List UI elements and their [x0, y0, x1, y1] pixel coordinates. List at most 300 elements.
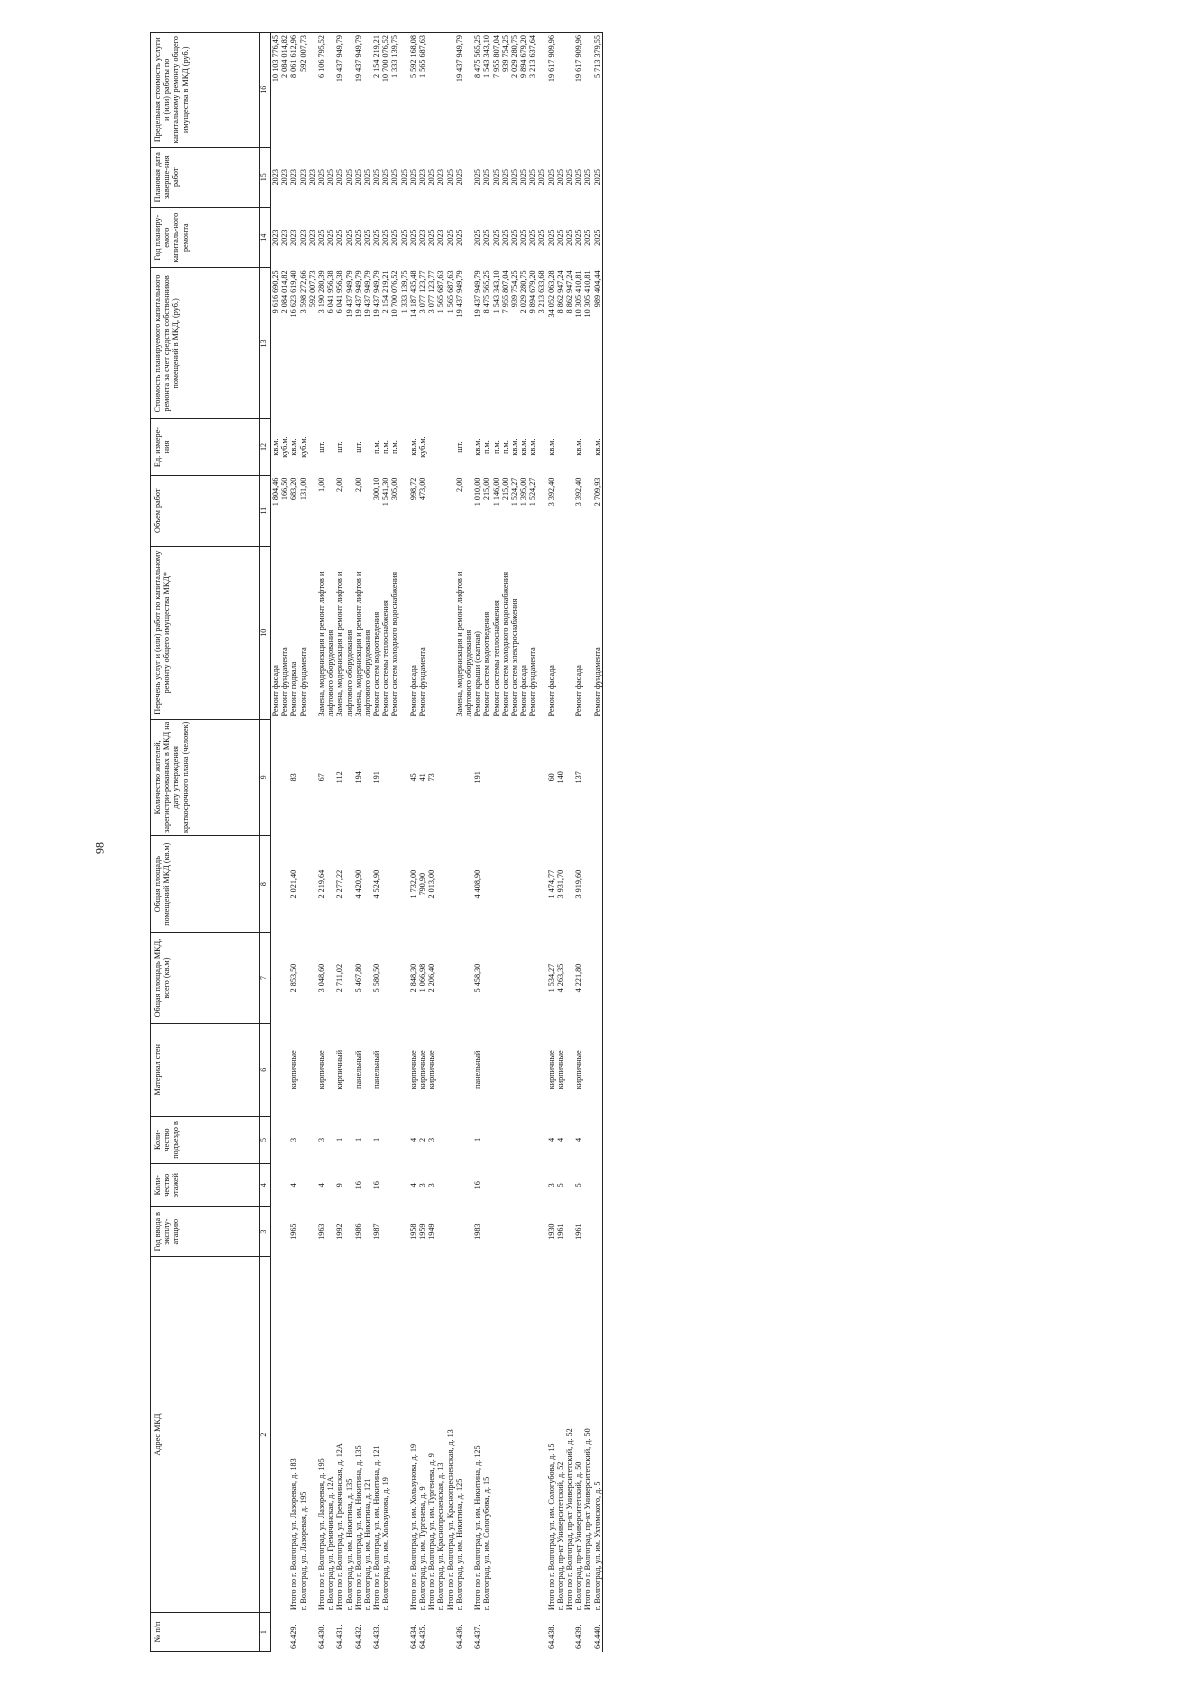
cell-line: 2025	[381, 169, 391, 186]
cell-line: Ремонт фундамента	[280, 647, 290, 717]
table-cell-col-11	[317, 475, 335, 546]
column-header-5: Коли-чество подъездо в	[151, 1116, 260, 1163]
cell-line: 64.432.	[353, 1624, 363, 1649]
cell-line: г. Волгоград, ул. им. Ухтомского, д. 5	[592, 1481, 602, 1611]
cell-line: 191	[473, 771, 483, 784]
cell-line: 2025	[528, 229, 538, 246]
table-cell-col-10	[335, 546, 353, 719]
table-cell-col-14	[271, 207, 290, 267]
cell-line: г. Волгоград, ул. им. Хользунова, д. 19	[381, 1477, 391, 1611]
cell-line: Замена, модернизация и ремонт лифтов и лифтового оборудования	[316, 571, 336, 717]
table-cell-col-10	[372, 546, 409, 719]
cell-line: кирпичные	[316, 1050, 326, 1090]
cell-line: 1 146,00	[491, 477, 501, 507]
cell-line: Итого по г. Волгоград, пр-кт Университетский, д. 50	[583, 1428, 593, 1611]
column-header-7: Общая площадь МКД, всего (кв.м)	[151, 933, 260, 1024]
cell-line: 60	[546, 773, 556, 782]
cell-line: 64.437.	[473, 1624, 483, 1649]
cell-line: 2025	[519, 229, 529, 246]
cell-line: 1987	[372, 1223, 382, 1240]
table-cell-col-13	[409, 268, 455, 419]
cell-line: 2025	[335, 169, 345, 186]
table-cell-col-4	[574, 1164, 592, 1207]
cell-line: панельный	[473, 1050, 483, 1089]
cell-line: кирпичные	[418, 1050, 427, 1090]
table-cell-col-8	[593, 836, 603, 933]
cell-line: г. Волгоград, ул. им. Тургенева, д. 9	[418, 1486, 427, 1611]
column-header-11: Объем работ	[151, 475, 260, 546]
cell-line: г. Волгоград, ул. им. Сологубова, д. 15	[482, 1476, 492, 1611]
table-cell-col-4	[289, 1164, 317, 1207]
table-cell-col-3	[335, 1207, 353, 1257]
table-cell-col-1	[354, 1613, 372, 1652]
cell-line: 19 437 949,79	[353, 35, 363, 83]
table-cell-col-1	[317, 1613, 335, 1652]
table-cell-col-16	[593, 33, 603, 148]
cell-line: 5 467,80	[353, 963, 363, 993]
cell-line: 1930	[546, 1223, 556, 1240]
table-cell-col-4	[547, 1164, 575, 1207]
table-cell-col-12	[455, 419, 473, 475]
table-cell-col-13	[317, 268, 335, 419]
table-cell-col-12	[473, 419, 547, 475]
cell-line: 1 541,30	[381, 477, 391, 507]
cell-line: 10 700 076,52	[381, 35, 391, 83]
table-cell-col-11	[335, 475, 353, 546]
cell-line: Ремонт фасада	[546, 665, 556, 717]
table-cell-col-7	[593, 933, 603, 1024]
column-number-row	[260, 33, 271, 1652]
cell-line: 2025	[362, 229, 372, 246]
table-cell-col-1	[289, 1613, 317, 1652]
table-cell-col-15	[354, 147, 372, 207]
cell-line: кв.м.	[592, 438, 602, 456]
cell-line: 191	[372, 771, 382, 784]
table-cell-col-3	[354, 1207, 372, 1257]
table-cell-col-15	[547, 147, 575, 207]
cell-line: 2025	[509, 169, 519, 186]
cell-line: 1986	[353, 1223, 363, 1240]
column-header-9: Количество жителей, зарегистри-рованных в МКД на дату утверждения краткосрочного плана (человек)	[151, 719, 260, 836]
cell-line: 10 305 410,81	[574, 270, 584, 318]
table-cell-col-12	[547, 419, 575, 475]
cell-line: 41	[418, 773, 427, 782]
cell-line: Итого по г. Волгоград, ул. Гремячинская, д. 12А	[335, 1443, 345, 1611]
table-cell-col-7	[574, 933, 592, 1024]
cell-line: 2 084 014,82	[280, 270, 290, 314]
cell-line: кирпичные	[289, 1050, 299, 1090]
table-cell-col-15	[574, 147, 592, 207]
table-cell-col-9	[409, 719, 455, 836]
table-cell-col-7	[409, 933, 455, 1024]
cell-line: Ремонт систем водоотведения	[372, 611, 382, 717]
cell-line: 2023	[307, 169, 317, 186]
cell-line: шт.	[316, 441, 326, 453]
cell-line: Ремонт подвала	[289, 661, 299, 717]
table-cell-col-6	[335, 1023, 353, 1116]
table-cell-col-8	[335, 836, 353, 933]
cell-line: 8 475 565,25	[482, 270, 492, 314]
cell-line: 1949	[427, 1223, 437, 1240]
cell-line: 1 333 139,75	[399, 270, 409, 314]
cell-line: 19 437 949,79	[454, 270, 464, 318]
table-cell-col-9	[547, 719, 575, 836]
table-cell-col-5	[354, 1116, 372, 1163]
cell-line: 2025	[500, 169, 510, 186]
table-cell-col-2	[289, 1256, 317, 1612]
table-cell-col-13	[574, 268, 592, 419]
table-row	[317, 33, 335, 1652]
table-cell-col-12	[271, 419, 290, 475]
table-body	[271, 33, 603, 1652]
column-number-10: 10	[260, 546, 271, 719]
table-cell-col-15	[372, 147, 409, 207]
cell-line: 10 305 410,81	[583, 270, 593, 318]
table-row	[574, 33, 592, 1652]
cell-line: панельный	[372, 1050, 382, 1089]
cell-line: куб.м.	[298, 436, 308, 458]
cell-line: 2025	[372, 169, 382, 186]
cell-line: 2 029 280,75	[509, 35, 519, 78]
table-cell-col-14	[409, 207, 455, 267]
table-cell-col-13	[354, 268, 372, 419]
cell-line: Ремонт фундамента	[418, 647, 427, 717]
table-cell-col-5	[372, 1116, 409, 1163]
column-number-5: 5	[260, 1116, 271, 1163]
cell-line: 2025	[353, 229, 363, 246]
cell-line: 4 420,90	[353, 869, 363, 899]
table-cell-col-2	[593, 1256, 603, 1612]
table-cell-col-1	[455, 1613, 473, 1652]
table-cell-col-9	[473, 719, 547, 836]
cell-line: 64.431.	[335, 1624, 345, 1649]
cell-line: 4	[408, 1137, 418, 1142]
column-number-4: 4	[260, 1164, 271, 1207]
cell-line: 1 565 687,63	[418, 35, 427, 78]
cell-line: Итого по г. Волгоград, ул. им. Никитина, д. 125	[473, 1445, 483, 1611]
cell-line: 2025	[344, 169, 354, 186]
cell-line: кв.м.	[528, 438, 538, 456]
cell-line: п.м.	[500, 440, 510, 454]
table-cell-col-10	[354, 546, 372, 719]
cell-line: 3	[427, 1137, 437, 1142]
cell-line: 2025	[316, 169, 326, 186]
cell-line: 2025	[583, 229, 593, 246]
cell-line: 2023	[307, 229, 317, 246]
table-cell-col-14	[547, 207, 575, 267]
cell-line: 2023	[436, 229, 446, 246]
cell-line: 2025	[574, 229, 584, 246]
column-header-1: № п/п	[151, 1613, 260, 1652]
table-cell-col-10	[317, 546, 335, 719]
table-cell-col-6	[547, 1023, 575, 1116]
table-cell-col-5	[593, 1116, 603, 1163]
cell-line: 1 565 687,63	[445, 270, 455, 314]
table-cell-col-8	[289, 836, 317, 933]
table-row	[409, 33, 455, 1652]
cell-line: кв.м.	[289, 438, 299, 456]
table-row	[593, 33, 603, 1652]
cell-line: 3 931,70	[555, 869, 565, 899]
cell-line: шт.	[335, 441, 345, 453]
table-cell-col-7	[335, 933, 353, 1024]
cell-line: 3	[427, 1183, 437, 1188]
cell-line: кв.м.	[408, 438, 418, 456]
cell-line: 2 848,30	[408, 963, 418, 993]
table-cell-col-4	[335, 1164, 353, 1207]
cell-line: кв.м.	[271, 438, 280, 456]
cell-line: 3	[546, 1183, 556, 1188]
cell-line: кв.м.	[473, 438, 483, 456]
cell-line: 9 616 690,25	[271, 270, 280, 314]
cell-line: 2	[418, 1137, 427, 1142]
cell-line: 1 534,27	[546, 963, 556, 993]
cell-line: 6 041 956,38	[326, 270, 336, 314]
table-cell-col-11	[289, 475, 317, 546]
cell-line: 1 565 687,63	[436, 270, 446, 314]
cell-line: Ремонт систем электроснабжения	[509, 598, 519, 717]
cell-line: 3 190 280,39	[316, 270, 326, 314]
cell-line: 939 754,25	[509, 270, 519, 308]
table-cell-col-14	[335, 207, 353, 267]
cell-line: кирпичный	[335, 1049, 345, 1090]
cell-line: 2025	[362, 169, 372, 186]
table-cell-col-2	[574, 1256, 592, 1612]
table-cell-col-3	[473, 1207, 547, 1257]
cell-line: 8 862 947,24	[565, 270, 574, 314]
table-cell-col-9	[289, 719, 317, 836]
column-number-6: 6	[260, 1023, 271, 1116]
table-cell-col-15	[455, 147, 473, 207]
cell-line: 14 187 435,48	[408, 270, 418, 318]
cell-line: 5 592 168,08	[408, 35, 418, 78]
column-number-16: 16	[260, 33, 271, 148]
cell-line: 1965	[289, 1223, 299, 1240]
cell-line: Ремонт системы теплоснабжения	[491, 600, 501, 717]
cell-line: 1959	[418, 1223, 427, 1240]
table-cell-col-9	[372, 719, 409, 836]
cell-line: 3 077 123,77	[418, 270, 427, 314]
cell-line: г. Волгоград, ул. им. Никитина, д. 135	[344, 1478, 354, 1611]
table-cell-col-8	[455, 836, 473, 933]
cell-line: 9 894 679,20	[519, 35, 529, 78]
table-cell-col-9	[354, 719, 372, 836]
cell-line: 16	[353, 1181, 363, 1190]
table-row	[271, 33, 290, 1652]
cell-line: 1	[473, 1137, 483, 1142]
cell-line: 2025	[500, 229, 510, 246]
table-cell-col-7	[372, 933, 409, 1024]
table-cell-col-15	[317, 147, 335, 207]
table-cell-col-4	[473, 1164, 547, 1207]
table-cell-col-3	[409, 1207, 455, 1257]
table-cell-col-10	[409, 546, 455, 719]
cell-line: куб.м.	[280, 436, 290, 458]
cell-line: 215,00	[500, 477, 510, 501]
cell-line: 2 206,40	[427, 963, 437, 993]
table-cell-col-9	[574, 719, 592, 836]
table-cell-col-2	[372, 1256, 409, 1612]
table-cell-col-4	[317, 1164, 335, 1207]
column-number-8: 8	[260, 836, 271, 933]
cell-line: 2025	[491, 169, 501, 186]
table-cell-col-3	[372, 1207, 409, 1257]
table-cell-col-7	[547, 933, 575, 1024]
cell-line: п.м.	[372, 440, 382, 454]
table-cell-col-16	[473, 33, 547, 148]
table-cell-col-11	[547, 475, 575, 546]
table-cell-col-6	[354, 1023, 372, 1116]
cell-line: 16	[473, 1181, 483, 1190]
column-header-2: Адрес МКД	[151, 1256, 260, 1612]
table-cell-col-13	[335, 268, 353, 419]
table-cell-col-8	[354, 836, 372, 933]
table-cell-col-3	[271, 1207, 290, 1257]
table-cell-col-8	[574, 836, 592, 933]
table-cell-col-14	[473, 207, 547, 267]
table-cell-col-11	[409, 475, 455, 546]
cell-line: 2025	[408, 169, 418, 186]
table-cell-col-15	[271, 147, 290, 207]
cell-line: 64.440.	[592, 1624, 602, 1649]
cell-line: 3 213 637,64	[528, 35, 538, 78]
column-number-12: 12	[260, 419, 271, 475]
cell-line: 5 458,30	[473, 963, 483, 993]
cell-line: 7 955 807,04	[500, 270, 510, 314]
table-cell-col-7	[289, 933, 317, 1024]
table-cell-col-10	[271, 546, 290, 719]
cell-line: 73	[427, 773, 437, 782]
cell-line: панельный	[353, 1050, 363, 1089]
cell-line: г. Волгоград, ул. им. Никитина, д. 121	[362, 1478, 372, 1611]
cell-line: кв.м.	[519, 438, 529, 456]
table-cell-col-12	[574, 419, 592, 475]
cell-line: 3 598 272,66	[298, 270, 308, 314]
column-header-8: Общая площадь помещений МКД (кв.м)	[151, 836, 260, 933]
cell-line: 64.429.	[289, 1624, 299, 1649]
cell-line: 4	[289, 1183, 299, 1188]
cell-line: куб.м.	[418, 436, 427, 458]
column-header-10: Перечень услуг и (или) работ по капитальному ремонту общего имущества МКД*	[151, 546, 260, 719]
table-cell-col-5	[547, 1116, 575, 1163]
table-cell-col-1	[473, 1613, 547, 1652]
cell-line: 34 052 063,28	[546, 270, 556, 318]
column-number-1: 1	[260, 1613, 271, 1652]
table-cell-col-16	[547, 33, 575, 148]
table-cell-col-9	[593, 719, 603, 836]
table-cell-col-1	[409, 1613, 455, 1652]
column-number-15: 15	[260, 147, 271, 207]
table-row	[473, 33, 547, 1652]
table-cell-col-7	[317, 933, 335, 1024]
table-cell-col-7	[455, 933, 473, 1024]
table-cell-col-15	[593, 147, 603, 207]
cell-line: 19 437 949,79	[372, 270, 382, 318]
cell-line: Итого по г. Волгоград, ул. им. Тургенева, д. 9	[427, 1453, 437, 1611]
cell-line: 16	[372, 1181, 382, 1190]
cell-line: 8 061 612,96	[289, 35, 299, 78]
table-cell-col-4	[409, 1164, 455, 1207]
cell-line: 10 103 776,45	[271, 35, 280, 83]
cell-line: Замена, модернизация и ремонт лифтов и лифтового оборудования	[454, 571, 473, 717]
rotated-table-container	[150, 32, 1160, 1652]
cell-line: 2023	[280, 229, 290, 246]
table-cell-col-16	[574, 33, 592, 148]
table-cell-col-2	[409, 1256, 455, 1612]
column-number-7: 7	[260, 933, 271, 1024]
page-number: 98	[92, 842, 107, 854]
table-cell-col-14	[593, 207, 603, 267]
cell-line: 64.436.	[454, 1624, 464, 1649]
cell-line: 2025	[344, 229, 354, 246]
cell-line: 1 066,98	[418, 963, 427, 993]
cell-line: г. Волгоград, ул. им. Никитина, д. 125	[454, 1478, 464, 1611]
table-cell-col-1	[593, 1613, 603, 1652]
table-cell-col-10	[455, 546, 473, 719]
table-row	[372, 33, 409, 1652]
cell-line: 1958	[408, 1223, 418, 1240]
cell-line: Ремонт фасада	[408, 665, 418, 717]
cell-line: 1983	[473, 1223, 483, 1240]
cell-line: Ремонт фундамента	[528, 647, 538, 717]
cell-line: 2023	[280, 169, 290, 186]
cell-line: Итого по г. Волгоград, ул. им. Хользунова, д. 19	[408, 1443, 418, 1611]
cell-line: 2,00	[353, 477, 363, 492]
cell-line: 19 437 949,79	[473, 270, 483, 318]
column-header-15: Плановая дата заверше-ния работ	[151, 147, 260, 207]
table-cell-col-6	[317, 1023, 335, 1116]
table-cell-col-6	[289, 1023, 317, 1116]
table-cell-col-8	[409, 836, 455, 933]
table-cell-col-1	[335, 1613, 353, 1652]
cell-line: 10 700 076,52	[390, 270, 400, 318]
cell-line: кирпичные	[574, 1050, 584, 1090]
cell-line: 6 041 956,38	[335, 270, 345, 314]
table-cell-col-12	[372, 419, 409, 475]
cell-line: 2023	[289, 169, 299, 186]
cell-line: 64.435.	[418, 1624, 427, 1649]
cell-line: 2025	[454, 229, 464, 246]
table-cell-col-13	[473, 268, 547, 419]
cell-line: кирпичные	[546, 1050, 556, 1090]
table-cell-col-5	[409, 1116, 455, 1163]
cell-line: 1 524,27	[509, 477, 519, 507]
table-cell-col-8	[317, 836, 335, 933]
table-cell-col-1	[372, 1613, 409, 1652]
cell-line: 790,90	[418, 872, 427, 896]
table-cell-col-11	[593, 475, 603, 546]
table-cell-col-9	[335, 719, 353, 836]
table-cell-col-6	[372, 1023, 409, 1116]
cell-line: 2 021,40	[289, 869, 299, 899]
table-cell-col-16	[409, 33, 455, 148]
table-cell-col-16	[289, 33, 317, 148]
cell-line: 2025	[546, 229, 556, 246]
cell-line: п.м.	[491, 440, 501, 454]
cell-line: 1 524,27	[528, 477, 538, 507]
cell-line: 2025	[528, 169, 538, 186]
cell-line: 2025	[316, 229, 326, 246]
cell-line: 939 754,25	[500, 35, 510, 72]
cell-line: Замена, модернизация и ремонт лифтов и лифтового оборудования	[353, 571, 372, 717]
table-row	[547, 33, 575, 1652]
cell-line: 4	[546, 1137, 556, 1142]
cell-line: 2025	[353, 169, 363, 186]
cell-line: 2025	[427, 229, 437, 246]
cell-line: 1	[353, 1137, 363, 1142]
cell-line: 2023	[418, 169, 427, 186]
table-cell-col-5	[455, 1116, 473, 1163]
